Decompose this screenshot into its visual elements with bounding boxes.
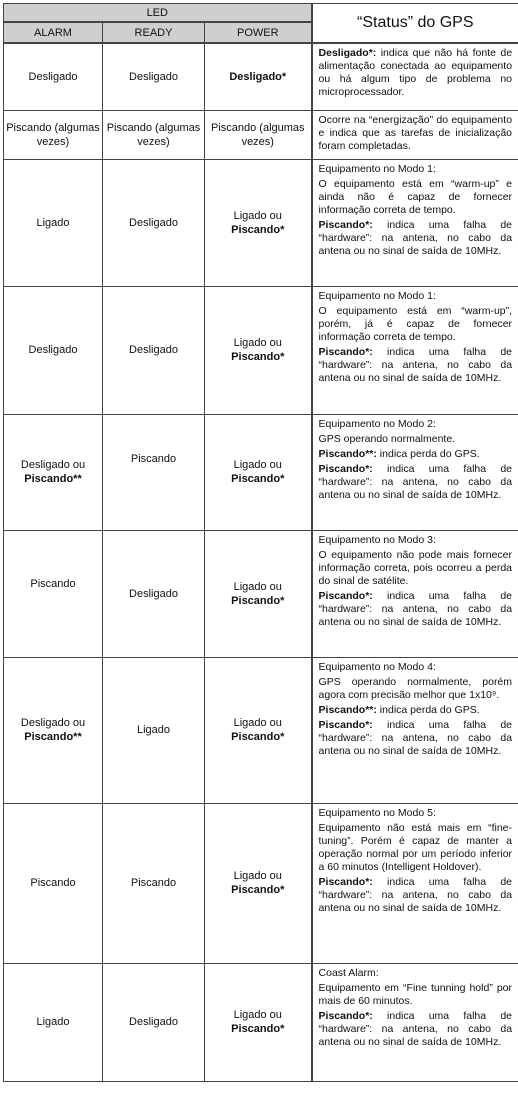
status-paragraph: [319, 290, 513, 303]
status-paragraph: [319, 822, 513, 874]
alarm-cell: [4, 657, 103, 803]
status-text: O equipamento está em “warm-up”, porém, já é capaz de fornecer informação correta de tempo.: [318, 304, 513, 343]
power-cell-text: Piscando (algumas vezes): [210, 121, 305, 148]
status-text: indica uma falha de “hardware”: na antena, no cabo da antena ou no sinal de saída de 10MHz.: [318, 462, 513, 501]
status-paragraph: [319, 719, 513, 758]
table-row: [4, 43, 518, 110]
table-row: [4, 110, 518, 159]
status-paragraph: [319, 114, 513, 153]
table-row: [4, 159, 518, 286]
alarm-column-header: ALARM: [4, 22, 103, 43]
status-paragraph: [319, 549, 513, 588]
gps-status-table: [3, 3, 518, 1082]
status-text: indica uma falha de “hardware”: na antena, no cabo da antena ou no sinal de saída de 10MHz.: [318, 218, 513, 257]
status-keyword: Piscando*:: [318, 875, 373, 888]
status-text: indica uma falha de “hardware”: na antena, no cabo da antena ou no sinal de saída de 10MHz.: [318, 875, 513, 914]
alarm-cell-text: Piscando: [30, 577, 76, 590]
status-text: indica que não há fonte de alimentação conectada ao equipamento ou há algum tipo de problema no microprocessador.: [318, 47, 513, 98]
status-keyword: Piscando*:: [318, 345, 373, 358]
status-cell: [312, 159, 518, 286]
alarm-cell: [4, 159, 103, 286]
alarm-cell-bold-text: Piscando**: [24, 731, 82, 743]
status-paragraph: [319, 982, 513, 1008]
ready-cell-text: Desligado: [129, 1016, 178, 1028]
table-row: [4, 530, 518, 657]
power-cell-text: Ligado ou: [233, 580, 282, 593]
status-cell: [312, 43, 518, 110]
alarm-cell-text: Desligado: [28, 344, 78, 356]
ready-cell: [103, 530, 205, 657]
power-cell: [205, 43, 312, 110]
power-cell: [205, 110, 312, 159]
table-row: [4, 414, 518, 530]
status-paragraph: [319, 676, 513, 702]
status-paragraph: [319, 661, 513, 674]
status-paragraph: [319, 219, 513, 258]
power-column-header: POWER: [205, 22, 312, 43]
status-cell: [312, 286, 518, 414]
status-paragraph: [319, 704, 513, 717]
power-cell-text: Ligado ou: [233, 1009, 282, 1021]
power-cell-text: Ligado ou: [233, 459, 282, 471]
alarm-cell: [4, 530, 103, 657]
status-paragraph: [319, 448, 513, 461]
alarm-cell: [4, 43, 103, 110]
alarm-cell-text: Piscando (algumas vezes): [6, 121, 100, 148]
status-text: Equipamento no Modo 4:: [318, 660, 436, 673]
power-cell: [205, 803, 312, 963]
ready-cell-text: Desligado: [129, 587, 178, 600]
status-paragraph: [319, 534, 513, 547]
alarm-cell-text: Ligado: [36, 216, 70, 229]
status-text: indica perda do GPS.: [376, 703, 480, 716]
status-text: indica uma falha de “hardware”: na antena, no cabo da antena ou no sinal de saída de 10MHz.: [318, 1009, 513, 1048]
table-row: [4, 657, 518, 803]
status-text: Equipamento no Modo 2:: [318, 417, 436, 430]
power-cell-bold-text: Piscando*: [231, 351, 285, 363]
alarm-cell-text: Piscando: [30, 877, 76, 889]
ready-cell: [103, 414, 205, 530]
status-keyword: Piscando*:: [318, 462, 373, 475]
alarm-cell-text: Desligado ou: [20, 717, 86, 729]
alarm-cell: [4, 286, 103, 414]
status-cell: [312, 963, 518, 1081]
power-cell-bold-text: Piscando*: [231, 731, 285, 743]
status-cell: [312, 414, 518, 530]
status-text: indica uma falha de “hardware”: na antena, no cabo da antena ou no sinal de saída de 10MHz.: [318, 589, 513, 628]
status-cell: [312, 110, 518, 159]
power-cell: [205, 963, 312, 1081]
ready-cell: [103, 657, 205, 803]
status-paragraph: [319, 1010, 513, 1049]
gps-status-header: “Status” do GPS: [312, 4, 518, 44]
alarm-cell: [4, 963, 103, 1081]
status-text: O equipamento está em “warm-up” e ainda não é capaz de fornecer informação correta de tempo.: [318, 177, 513, 216]
status-paragraph: [319, 163, 513, 176]
power-cell: [205, 286, 312, 414]
status-text: O equipamento não pode mais fornecer informação correta, pois ocorreu a perda do sinal de satélite.: [318, 548, 513, 587]
alarm-cell-bold-text: Piscando**: [24, 473, 82, 485]
alarm-cell-text: Desligado ou: [20, 459, 86, 471]
power-cell: [205, 530, 312, 657]
power-cell-bold-text: Desligado*: [229, 70, 287, 83]
power-cell-bold-text: Piscando*: [231, 884, 285, 896]
ready-cell: [103, 159, 205, 286]
status-text: Equipamento no Modo 3:: [318, 533, 436, 546]
ready-cell: [103, 286, 205, 414]
alarm-cell: [4, 110, 103, 159]
alarm-cell: [4, 803, 103, 963]
status-paragraph: [319, 590, 513, 629]
status-text: Equipamento no Modo 1:: [318, 162, 436, 175]
power-cell-text: Ligado ou: [233, 870, 282, 882]
led-header: LED: [4, 4, 312, 23]
ready-cell-text: Piscando: [130, 452, 177, 465]
status-paragraph: [319, 807, 513, 820]
power-cell: [205, 159, 312, 286]
table-row: [4, 963, 518, 1081]
status-cell: [312, 530, 518, 657]
ready-cell-text: Piscando: [130, 877, 177, 889]
status-keyword: Desligado*:: [318, 47, 377, 59]
table-row: [4, 286, 518, 414]
alarm-cell-text: Ligado: [36, 1016, 70, 1028]
power-cell: [205, 657, 312, 803]
ready-cell-text: Desligado: [129, 216, 178, 229]
ready-cell-text: Desligado: [129, 70, 178, 83]
status-paragraph: [319, 967, 513, 980]
status-text: Coast Alarm:: [318, 966, 379, 979]
status-text: indica uma falha de “hardware”: na antena, no cabo da antena ou no sinal de saída de 10MHz.: [318, 345, 513, 384]
status-paragraph: [319, 178, 513, 217]
status-paragraph: [319, 463, 513, 502]
power-cell-bold-text: Piscando*: [231, 1023, 285, 1035]
power-cell: [205, 414, 312, 530]
table-row: [4, 803, 518, 963]
status-keyword: Piscando**:: [318, 703, 377, 716]
status-text: Ocorre na “energização” do equipamento e indica que as tarefas de inicialização foram completadas.: [318, 113, 513, 152]
alarm-cell: [4, 414, 103, 530]
status-paragraph: [319, 346, 513, 385]
ready-cell: [103, 963, 205, 1081]
status-keyword: Piscando*:: [318, 718, 373, 731]
status-paragraph: [319, 433, 513, 446]
status-text: GPS operando normalmente.: [318, 432, 456, 445]
status-keyword: Piscando*:: [318, 1009, 373, 1022]
ready-cell-text: Piscando (algumas vezes): [106, 121, 201, 148]
status-paragraph: [319, 876, 513, 915]
status-keyword: Piscando**:: [318, 447, 377, 460]
ready-cell: [103, 803, 205, 963]
ready-cell: [103, 110, 205, 159]
power-cell-text: Ligado ou: [233, 209, 282, 222]
status-paragraph: [319, 305, 513, 344]
power-cell-text: Ligado ou: [233, 717, 282, 729]
ready-column-header: READY: [103, 22, 205, 43]
status-keyword: Piscando*:: [318, 589, 373, 602]
status-keyword: Piscando*:: [318, 218, 373, 231]
status-paragraph: [319, 418, 513, 431]
power-cell-bold-text: Piscando*: [231, 223, 285, 236]
status-text: Equipamento não está mais em “fine-tuning”. Porém é capaz de manter a operação normal por um período inferior a 60 minutos (Intelligent Holdover).: [318, 821, 513, 873]
status-text: GPS operando normalmente, porém agora com precisão melhor que 1x10⁹.: [318, 675, 513, 701]
ready-cell-text: Ligado: [136, 724, 171, 736]
ready-cell: [103, 43, 205, 110]
status-text: indica uma falha de “hardware”: na antena, no cabo da antena ou no sinal de saída de 10MHz.: [318, 718, 513, 757]
alarm-cell-text: Desligado: [28, 70, 78, 83]
power-cell-bold-text: Piscando*: [231, 473, 285, 485]
status-paragraph: [319, 47, 513, 99]
status-text: Equipamento no Modo 5:: [318, 806, 436, 819]
status-text: Equipamento no Modo 1:: [318, 289, 436, 302]
status-cell: [312, 657, 518, 803]
power-cell-text: Ligado ou: [233, 337, 282, 349]
power-cell-bold-text: Piscando*: [231, 594, 285, 607]
status-text: indica perda do GPS.: [376, 447, 480, 460]
ready-cell-text: Desligado: [129, 344, 178, 356]
status-text: Equipamento em “Fine tunning hold” por mais de 60 minutos.: [318, 981, 513, 1007]
status-cell: [312, 803, 518, 963]
